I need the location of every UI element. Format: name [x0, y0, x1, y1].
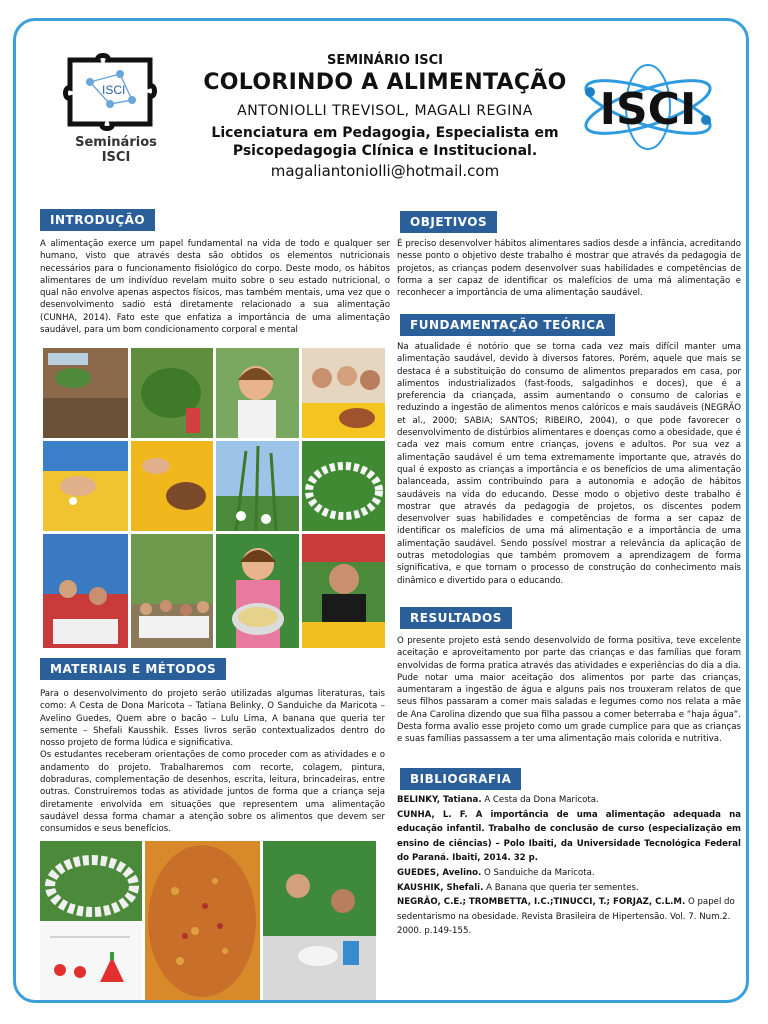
isci-puzzle-logo — [60, 52, 160, 132]
photo-sugarcane — [216, 441, 299, 531]
bibliography-entry: KAUSHIK, Shefali. A Banana que queria ter sementes. — [397, 882, 639, 893]
resultados-text — [397, 635, 741, 746]
photo-hands-table — [43, 441, 128, 531]
photo-garden — [43, 348, 128, 438]
photo-plant — [131, 348, 213, 438]
photo-kids-eating — [263, 841, 376, 1000]
section-heading-fundamentacao: FUNDAMENTAÇÃO TEÓRICA — [400, 314, 615, 336]
photo-plate-food — [131, 441, 213, 531]
resultados-paragraph: O presente projeto está sendo desenvolvido de forma positiva, teve excelente aceitação e aproveitamento por parte das crianças e das famílias que foram envolvidas de forma pratica através das atividades e experiências do dia a dia. Pude notar uma maior aceitação dos alimentos por parte das crianças, aumentaram a ingestão de água e alguns pais nos trouxeram relatos de que seus filhos passaram a comer mais saladas e legumes como nos relata a mãe de Ana Carolina dizendo que sua filha passou a comer beterraba e “haja água”. Desta forma avalio esse projeto como um grade cumplice para que as crianças e suas famílias passassem a ter uma alimentação mais colorida e nutritiva. — [397, 636, 741, 745]
photo-drawing — [40, 922, 142, 1000]
logo-left-caption: Seminários ISCI — [75, 135, 157, 165]
photo-classroom — [43, 534, 128, 648]
bibliography-entry: NEGRÃO, C.E.; TROMBETTA, I.C.;TINUCCI, T.; FORJAZ, C.L.M. O papel do sedentarismo na obesidade. Revista Brasileira de Hipertensão. Vol. 7. Num.2. 2000. p.149-155. — [397, 897, 735, 937]
bibliography-entry: CUNHA, L. F. A importância de uma alimentação adequada na educação infantil. Trabalho de conclusão de curso (especialização em ensino de ciências) – Polo Ibaiti, da Universidade Tecnológica Federal do Paraná. Ibaiti, 2014. 32 p. — [397, 809, 741, 864]
introducao-paragraph: A alimentação exerce um papel fundamental na vida de todo e qualquer ser humano, visto que através desta são obtidos os elementos nutricionais necessários para o funcionamento fisiológico do corpo. Deste modo, os hábitos alimentares de um indivíduo revelam muito sobre o seu estado nutricional, o qual não envolve apenas aspectos físicos, mas também mentais, uma vez que o desenvolvimento sadio está diretamente relacionado a sua alimentação (CUNHA, 2014). Fato este que enfatiza a importância de uma alimentação saudável, para um bom condicionamento corporal e mental — [40, 239, 390, 336]
photo-boy-table — [302, 534, 385, 648]
introducao-text — [40, 238, 390, 336]
authors: ANTONIOLLI TREVISOL, MAGALI REGINA — [237, 103, 533, 119]
poster-title: COLORINDO A ALIMENTAÇÃO — [203, 70, 567, 95]
bibliography-entry: BELINKY, Tatiana. A Cesta da Dona Maricota. — [397, 795, 599, 805]
photo-circle-activity — [40, 841, 142, 921]
fundamentacao-paragraph: Na atualidade é notório que se torna cada vez mais difícil manter uma alimentação saudável, devido à diversos fatores. Porém, aquele que mais se destaca é a substituição do consumo de alimentos preparados em casa, por alimentos industrializados (fast-foods, salgadinhos e doces), que é a preferencia da criançada, assim aumentando o consumo de calorias e reduzindo a ingestão de alimentos menos calóricos e mais saudáveis (NEGRÃO et al., 2000; SABIA; SANTOS; RIBEIRO, 2004), o que pode favorecer o desenvolvimento de distúrbios alimentares e doenças como a obesidade, que é cada vez mais comum entre crianças, jovens e adultos. Por sua vez a alimentação saudável é um tema extremamente importante que, através do qual é exposto as crianças a importância e os benefícios de uma alimentação balanceada, assim contribuindo para a autonomia e adoção de hábitos saudáveis na vida do educando. Desse modo o objetivo deste trabalho é mostrar que através da pedagogia de projetos, os discentes podem desenvolver suas habilidades e competências de forma a ser capaz de identificar os malefícios de uma má alimentação e a importância de uma alimentação saudável. Sendo possível mostrar a relevância da aplicação de outras metodologias que também promovem a aprendizagem de forma significativa, e que tornam o processo de construção do conhecimento mais dinâmico e divertido para o educando. — [397, 342, 741, 586]
section-heading-resultados: RESULTADOS — [400, 607, 512, 629]
isci-atom-logo — [578, 62, 718, 152]
materiais-text — [40, 688, 385, 836]
seminar-label: SEMINÁRIO ISCI — [327, 53, 443, 68]
section-heading-introducao: INTRODUÇÃO — [40, 209, 155, 231]
objetivos-text — [397, 238, 741, 299]
photo-circle-kids — [302, 441, 385, 531]
objetivos-paragraph: É preciso desenvolver hábitos alimentares sadios desde a infância, acreditando nesse ponto o objetivo deste trabalho é mostrar que através da pedagogia de projetos, as crianças podem desenvolver suas habilidades e competências de forma a ser capaz de identificar os malefícios de uma má alimentação e reconhecer a importância de uma alimentação saudável. — [397, 239, 741, 299]
section-heading-bibliografia: BIBLIOGRAFIA — [400, 768, 521, 790]
logo-right-text: ISCI — [599, 84, 697, 135]
materiais-paragraph-2: Os estudantes receberam orientações de como proceder com as atividades e o andamento do projeto. Trabalharemos com recorte, colagem, pintura, dobraduras, complementação de desenhos, escrita, leitura, brincadeiras, entre outras. Construiremos todas as atividade juntos de forma que a criança seja diretamente envolvida em situações que representem uma alimentação saudável dessa forma chamar a atenção sobre os alimentos que devem ser consumidos e seus benefícios. — [40, 750, 385, 835]
fundamentacao-text — [397, 341, 741, 587]
photo-girl-bowl — [216, 534, 299, 648]
photo-girl-smiling — [216, 348, 299, 438]
author-email: magaliantoniolli@hotmail.com — [270, 162, 500, 180]
section-heading-objetivos: OBJETIVOS — [400, 211, 497, 233]
course-description: Licenciatura em Pedagogia, Especialista em Psicopedagogia Clínica e Institucional. — [211, 125, 559, 159]
section-heading-materiais: MATERIAIS E MÉTODOS — [40, 658, 226, 680]
photo-group-outdoor — [131, 534, 213, 648]
photo-kids-table — [302, 348, 385, 438]
photo-rice-dish — [145, 841, 260, 1000]
bibliography-list — [397, 793, 741, 939]
logo-left-text: ISCI — [102, 83, 126, 97]
materiais-paragraph-1: Para o desenvolvimento do projeto serão utilizadas algumas literaturas, tais como: A Cesta de Dona Maricota – Tatiana Belinky, O Sanduiche da Maricota – Avelino Guedes, Quem abre o bacão – Lulu Lima, A banana que queria ter semente – Shefali Kausshik. Esses livros serão contextualizados dentro do nosso projeto de forma lúdica e significativa. — [40, 689, 385, 749]
bibliography-entry: GUEDES, Avelino. O Sanduiche da Maricota. — [397, 867, 595, 878]
